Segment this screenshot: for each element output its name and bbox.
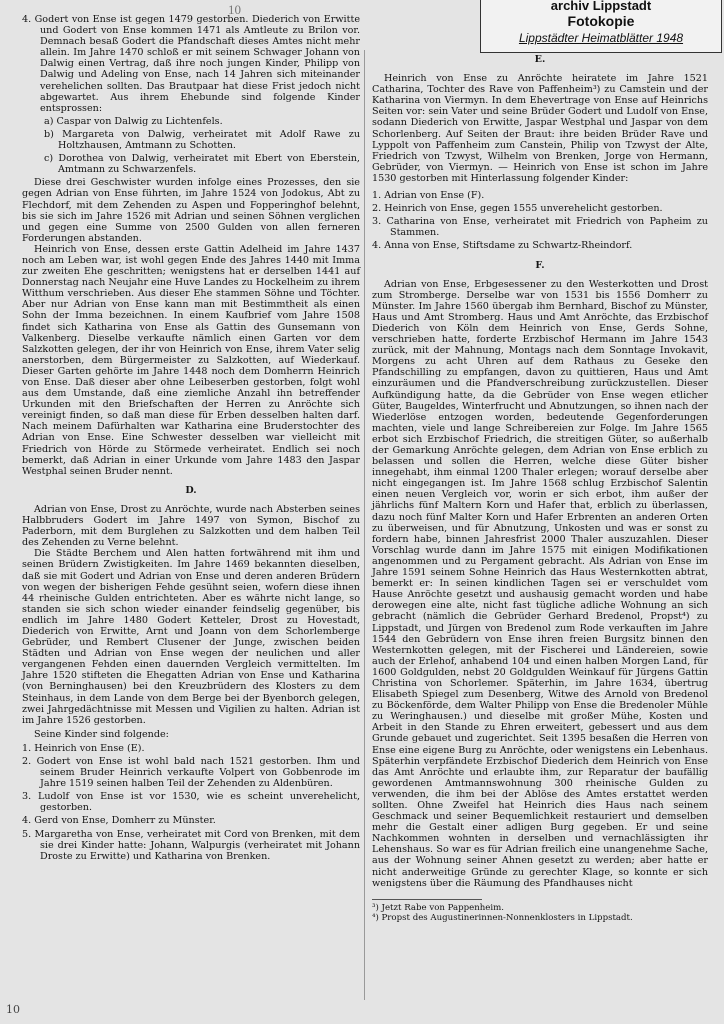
list-item: 4. Anna von Ense, Stiftsdame zu Schwartz-Rheindorf.: [372, 240, 633, 252]
section-heading-d: D.: [185, 484, 197, 496]
child-entry-c: c) Dorothea von Dalwig, verheiratet mit Ebert von Eberstein, Amtmann zu Schwarzenfels.: [44, 153, 360, 176]
genealogy-item-4: 4. Godert von Ense ist gegen 1479 gestorben. Diederich von Erwitte und Godert von Ense kommen 1471 als Amtleute zu Brilon vor. Demnach besaß Godert die Pfandschaft dieses Amtes nicht mehr allein. Im Jahre 1470 schloß er mit seinem Schwager Johann von Dalwig einen Vertrag, daß ihre noch jungen Kinder, Philipp von Dalwig und Adeling von Ense, nach 14 Jahren sich miteinander verehelichen sollten. Das Brautpaar hat diese Frist jedoch nicht abgewartet. Aus ihrem Ehebunde sind folgende Kinder entsprossen:: [22, 14, 360, 114]
list-item: 2. Godert von Ense ist wohl bald nach 1521 gestorben. Ihm und seinem Bruder Heinrich verkaufte Volpert von Gobbenrode im Jahre 1519 seinen halben Teil der Zehenden zu Aldenbüren.: [22, 756, 360, 790]
footnote: ⁴) Propst des Augustinerinnen-Nonnenklosters in Lippstadt.: [372, 912, 633, 923]
paragraph: Adrian von Ense, Drost zu Anröchte, wurde nach Absterben seines Halbbruders Godert im Jahre 1497 von Symon, Bischof zu Paderborn, mit dem Burglehen zu Salzkotten und dem halben Teil des Zehenden zu Verne belehnt.: [22, 503, 360, 549]
right-column: [372, 54, 708, 1006]
stamp-photocopy-line: Fotokopie: [567, 13, 635, 29]
archive-stamp: [480, 0, 722, 53]
child-entry-b: b) Margareta von Dalwig, verheiratet mit Adolf Rawe zu Holtzhausen, Amtmann zu Schotten.: [44, 128, 360, 152]
paragraph: Die Städte Berchem und Alen hatten fortwährend mit ihm und seinen Brüdern Zwistigkeiten. Im Jahre 1469 bekannten dieselben, daß sie mit Godert und Adrian von Ense und deren anderen Brüdern von wegen der bisherigen Fehde gesühnt seien, wofern diese ihnen 44 rheinische Gulden entrichteten. Aber es währte nicht lange, so standen sie sich schon wieder einander feindselig gegenüber, bis endlich im Jahre 1480 Godert Ketteler, Drost zu Hovestadt, Diederich von Erwitte, Arnt und Joann von dem Schorlemberge Gebrüder, und Rembert Clusener der Junge, zwischen beiden Städten und Adrian von Ense wegen der neulichen und aller vergangenen Fehden einen dauernden Vergleich vermittelten. Im Jahre 1520 stifteten die Ehegatten Adrian von Ense und Katharina (von Berninghausen) bei den Kreuzbrüdern des Klosters zu dem Steinhaus, in dem Lande von dem Berge bei der Byenborch gelegen, zwei Jahrgedächtnisse mit Messen und Vigilien zu halten. Adrian ist im Jahre 1526 gestorben.: [22, 548, 360, 726]
child-entry-a: a) Caspar von Dalwig zu Lichtenfels.: [44, 115, 223, 127]
list-item: 4. Gerd von Ense, Domherr zu Münster.: [22, 815, 216, 827]
children-intro: Seine Kinder sind folgende:: [34, 728, 169, 740]
footnote: ³) Jetzt Rabe von Pappenheim.: [372, 902, 505, 913]
list-item: 3. Ludolf von Ense ist vor 1530, wie es scheint unverehelicht, gestorben.: [22, 791, 360, 814]
paragraph: Heinrich von Ense, dessen erste Gattin Adelheid im Jahre 1437 noch am Leben war, ist wohl gegen Ende des Jahres 1440 mit Imma zur zweiten Ehe geschritten; wenigstens hat er derselben 1441 auf Donnerstag nach Neujahr eine Huve Landes zu Hockelheim zu ihrem Witthum verschrieben. Aus dieser Ehe stammen Söhne und Töchter. Aber nur Adrian von Ense kann man mit Bestimmtheit als einen Sohn der Imma bezeichnen. In einem Kaufbrief vom Jahre 1508 findet sich Katharina von Ense als Gattin des Gunsemann von Valkenberg. Dieselbe verkaufte nämlich einen Garten vor dem Salzkotten gelegen, der ihr von Heinrich von Ense, ihrem Vater selig anerstorben, dem Bürgermeister zu Salzkotten, auf Wiederkauf. Dieser Garten gehörte im Jahre 1448 noch dem Domherrn Heinrich von Ense. Daß dieser aber ohne Leibeserben gestorben, folgt wohl aus dem Umstande, daß eine ziemliche Anzahl ihn betreffender Urkunden mit den Briefschaften der Herren zu Anröchte sich vereinigt finden, so daß man diese für Erben desselben halten darf. Nach meinem Dafürhalten war Katharina eine Bruderstochter des Adrian von Ense. Eine Schwester desselben war vielleicht mit Friedrich von Hörde zu Störmede verheiratet. Endlich sei noch bemerkt, daß Adrian in einer Urkunde vom Jahre 1483 den Jaspar Westphal seinen Bruder nennt.: [22, 243, 360, 477]
footnote-rule: [372, 899, 482, 900]
list-item: 3. Catharina von Ense, verheiratet mit Friedrich von Papheim zu Stammen.: [372, 216, 708, 239]
page-number: 10: [228, 2, 241, 17]
paragraph: Diese drei Geschwister wurden infolge eines Prozesses, den sie gegen Adrian von Ense führten, im Jahre 1524 von Jodokus, Abt zu Flechdorf, mit dem Zehenden zu Aspen und Fopperinghof belehnt, bis sie sich im Jahre 1526 mit Adrian und seinen Söhnen verglichen und gegen eine Summe von 2500 Gulden von allen ferneren Forderungen abstanden.: [22, 177, 360, 244]
stamp-archive-line: archiv Lippstadt: [550, 0, 652, 13]
list-item: 2. Heinrich von Ense, gegen 1555 unverehelicht gestorben.: [372, 203, 663, 215]
list-item: 1. Adrian von Ense (F).: [372, 190, 485, 202]
paragraph: Adrian von Ense, Erbgesessener zu den Westerkotten und Drost zum Stromberge. Derselbe war von 1531 bis 1556 Domherr zu Münster. Im Jahre 1560 übergab ihm Bernhard, Bischof zu Münster, Haus und Amt Stromberg. Haus und Amt Anröchte, das Erzbischof Diederich von Köln dem Heinrich von Ense, Gerds Sohne, verschrieben hatte, forderte Erzbischof Hermann im Jahre 1543 zurück, mit der Mahnung, Montags nach dem Sonntage Invokavit, Morgens zu acht Uhren auf dem Rathaus zu Geseke den Pfandschilling zu empfangen, davon zu quittieren, Haus und Amt einzuräumen und die Pfandverschreibung zurückzustellen. Dieser Aufkündigung hatte, da die Gebrüder von Ense wegen etlicher Güter, Baugeldes, Winterfrucht und Abnutzungen, so ihnen nach der Wiederlöse entzogen worden, bedeutende Gegenforderungen machten, viele und lange Schreibereien zur Folge. Im Jahre 1565 erbot sich Erzbischof Friedrich, die streitigen Güter, so außerhalb der Gemarkung Anröchte gelegen, dem Adrian von Ense erblich zu belassen und sollen die Herren, welche diese Güter bisher innegehabt, ihm einmal 1200 Thaler erlegen; worauf derselbe aber nicht eingegangen ist. Im Jahre 1568 schlug Erzbischof Salentin einen neuen Vergleich vor, worin er sich erbot, ihm außer der jährlichs fünf Maltern Korn und Hafer that, erblich zu überlassen, dazu noch fünf Malter Korn und Hafer Erbrenten an anderen Orten zu überweisen, und für Abnutzung, Unkosten und was er sonst zu fordern habe, binnen Jahresfrist 2000 Thaler auszuzahlen. Dieser Vorschlag wurde dann im Jahre 1575 mit einigen Modifikationen angenommen und zu Pergament gebracht. Als Adrian von Ense im Jahre 1591 seinem Sohne Heinrich das Haus Westernkotten abtrat, bemerkt er: In seinen kindlichen Tagen sei er verschuldet vom Hause Anröchte gesetzt und aushausig gemacht worden und habe derowegen eine alte, nicht fast tügliche adliche Wohnung an sich gebracht (nämlich die Gebrüder Gerhard Bredenol, Propst⁴) zu Lippstadt, und Jürgen von Bredenol zum Rode verkauften im Jahre 1544 den Gebrüdern von Ense ihren freien Burgsitz binnen den Westernkotten gelegen, mit der Fischerei und Ländereien, sowie auch der Erlehof, anhabend 104 und einen halben Morgen Land, für 1600 Goldgulden, nebst 20 Goldgulden Weinkauf für Jürgens Gattin Christina von Schorlemer. Späterhin, im Jahre 1634, übertrug Elisabeth Spiegel zum Desenberg, Witwe des Arnold von Bredenol zu Böckenförde, dem Walter Philipp von Ense die Bredenoler Mühle zu Weringhausen.) und dieselbe mit großer Mühe, Kosten und Arbeit in den Stande zu Ehren erweitert, gebessert und aus dem Grunde gebauet und zugerichtet. Seit 1395 besaßen die Herren von Ense eine eigene Burg zu Anröchte, oder wenigstens ein Lebenhaus. Späterhin verpfändete Erzbischof Diederich dem Heinrich von Ense das Amt Anröchte und erlaubte ihm, zur Reparatur der baufällig gewordenen Amtmannswohnung 300 rheinische Gulden zu verwenden, die ihm bei der Ablöse des Amtes erstattet werden sollten. Ohne Zweifel hat Heinrich dies Haus nach seinem Geschmack und seiner Bequemlichkeit restauriert und demselben mehr die Gestalt einer adligen Burg gegeben. Er und seine Nachkommen wohnten in derselben und vernachlässigten ihr Lehenshaus. So war es für Adrian freilich eine unangenehme Sache, aus der Wohnung seiner Ahnen gesetzt zu werden; aber hatte er nicht anderweitige Gründe zu gerechter Klage, so konnte er sich wenigstens über die Räumung des Pfandhauses nicht: [372, 278, 708, 889]
column-divider: [364, 50, 365, 1000]
margin-mark: 10: [6, 1003, 20, 1016]
left-column: [22, 14, 360, 1006]
list-item: 1. Heinrich von Ense (E).: [22, 742, 145, 754]
section-heading-e: E.: [534, 54, 546, 65]
paragraph: Heinrich von Ense zu Anröchte heiratete im Jahre 1521 Catharina, Tochter des Rave von Paffenheim³) zu Camstein und der Katharina von Viermyn. In dem Ehevertrage von Ense auf Heinrichs Seiten vor: sein Vater und seine Brüder Godert und Ludolf von Ense, sodann Diederich von Erwitte, Jaspar Westphal und Jaspar von dem Schorlenberg. Auf Seiten der Braut: ihre beiden Brüder Rave und Lyppolt von Paffenheim zum Canstein, Philip von Tzwyst der Alte, Friedrich von Tzwyst, Wilhelm von Brenken, Jorge von Hermann, Gebrüder, von Viermyn. — Heinrich von Ense ist schon im Jahre 1530 gestorben mit Hinterlassung folgender Kinder:: [372, 73, 708, 184]
list-item: 5. Margaretha von Ense, verheiratet mit Cord von Brenken, mit dem sie drei Kinder hatte: Johann, Walpurgis (verheiratet mit Johann Droste zu Erwitte) und Katharina von Brenken.: [22, 828, 360, 862]
stamp-source-line: Lippstädter Heimatblätter 1948: [518, 31, 684, 45]
section-heading-f: F.: [535, 259, 545, 271]
